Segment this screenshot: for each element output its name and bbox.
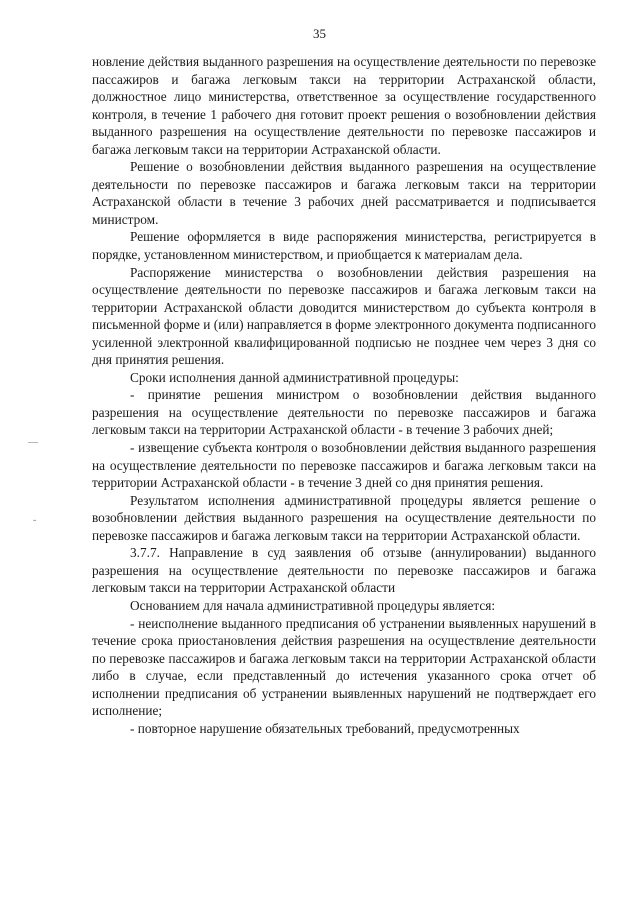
paragraph: Решение оформляется в виде распоряжения министерства, регистрируется в порядке, установленном министерством, и приобщается к материалам дела.: [92, 229, 596, 263]
paragraph: 3.7.7. Направление в суд заявления об отзыве (аннулировании) выданного разрешения на осуществление деятельности по перевозке пассажиров и багажа легковым такси на территории Астраханской области: [92, 545, 596, 596]
scan-mark: ˘: [33, 519, 37, 530]
paragraph: Основанием для начала административной процедуры является:: [130, 597, 496, 613]
paragraph: новление действия выданного разрешения на осуществление деятельности по перевозке пассажиров и багажа легковым такси на территории Астраханской области, должностное лицо министерства, ответственное за осуществление государственного контроля, в течение 1 рабочего дня готовит проект решения о возобновлении действия выданного разрешения на осуществление деятельности по перевозке пассажиров и багажа легковым такси на территории Астраханской области.: [92, 54, 596, 157]
paragraph: Решение о возобновлении действия выданного разрешения на осуществление деятельности по перевозке пассажиров и багажа легковым такси на территории Астраханской области в течение 3 рабочих дней рассматривается и подписывается министром.: [92, 159, 596, 227]
paragraph: - повторное нарушение обязательных требований, предусмотренных: [130, 720, 520, 736]
paragraph: Результатом исполнения административной процедуры является решение о возобновлении действия выданного разрешения на осуществление деятельности по перевозке пассажиров и багажа легковым такси на территории Астраханской области.: [92, 492, 596, 543]
scan-mark: —: [28, 437, 38, 448]
paragraph: - неисполнение выданного предписания об устранении выявленных нарушений в течение срока приостановления действия разрешения на осуществление деятельности по перевозке пассажиров и багажа легковым такси на территории Астраханской области либо в случае, если представленный до истечения указанного срока отчет об исполнении предписания об устранении выявленных нарушений не подтверждает его исполнение;: [92, 615, 596, 719]
paragraph: - извещение субъекта контроля о возобновлении действия выданного разрешения на осуществление деятельности по перевозке пассажиров и багажа легковым такси на территории Астраханской области - в течение 3 дней со дня принятия решения.: [92, 440, 596, 491]
paragraph: - принятие решения министром о возобновлении действия выданного разрешения на осуществление деятельности по перевозке пассажиров и багажа легковым такси на территории Астраханской области - в течение 3 рабочих дней;: [92, 387, 596, 438]
paragraph: Сроки исполнения данной административной процедуры:: [130, 369, 459, 385]
document-body: [92, 53, 596, 737]
page-number: 35: [313, 26, 326, 41]
paragraph: Распоряжение министерства о возобновлении действия разрешения на осуществление деятельности по перевозке пассажиров и багажа легковым такси на территории Астраханской области доводится министерством до субъекта контроля в письменной форме и (или) направляется в форме электронного документа подписанного усиленной электронной квалифицированной подписью не позднее чем через 3 дня со дня принятия решения.: [92, 264, 596, 368]
